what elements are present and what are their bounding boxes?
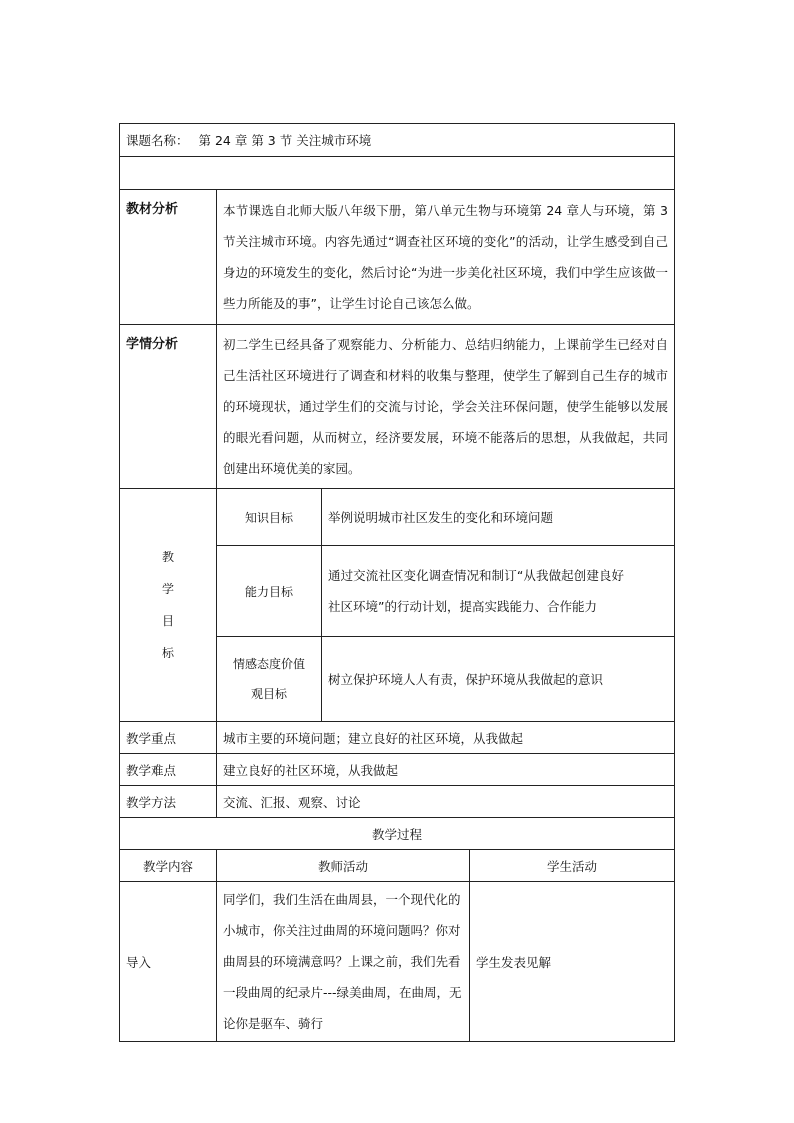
objective-type-emotion [217,637,322,722]
blank-cell [120,157,675,190]
method-label: 教学方法 [120,786,217,818]
process-row-content: 导入 [120,882,217,1042]
process-row-teacher: 同学们，我们生活在曲周县，一个现代化的小城市，你关注过曲周的环境问题吗？你对曲周县的环境满意吗？上课之前，我们先看一段曲周的纪录片---绿美曲周，在曲周，无论你是驱车、骑行 [217,882,470,1042]
objectives-label-char: 标 [161,646,174,660]
textbook-analysis-label: 教材分析 [120,190,217,325]
method-row [120,786,675,818]
objective-type-emotion-line2: 观目标 [250,687,287,701]
difficulty-row [120,754,675,786]
objective-type-emotion-line1: 情感态度价值 [232,657,305,671]
course-name: 第 24 章 第 3 节 关注城市环境 [198,133,372,148]
key-point-text: 城市主要的环境问题；建立良好的社区环境，从我做起 [217,722,675,754]
student-analysis-label: 学情分析 [120,325,217,489]
objectives-label-char: 学 [161,582,174,596]
difficulty-label: 教学难点 [120,754,217,786]
course-title-row [120,124,675,157]
table-row [120,882,675,1042]
objective-type-knowledge: 知识目标 [217,489,322,546]
process-row-student: 学生发表见解 [470,882,675,1042]
objectives-label-char: 教 [161,550,174,564]
objective-content-emotion: 树立保护环境人人有责，保护环境从我做起的意识 [322,637,675,722]
student-analysis-row [120,325,675,489]
course-title-cell [120,124,675,157]
process-col-content: 教学内容 [120,850,217,882]
process-header-row [120,850,675,882]
key-point-row [120,722,675,754]
objective-type-ability: 能力目标 [217,546,322,637]
lesson-plan-table [119,123,675,1042]
key-point-label: 教学重点 [120,722,217,754]
process-col-teacher: 教师活动 [217,850,470,882]
process-title: 教学过程 [120,818,675,850]
lesson-plan-document [119,123,674,1042]
blank-row [120,157,675,190]
method-text: 交流、汇报、观察、讨论 [217,786,675,818]
process-title-row [120,818,675,850]
difficulty-text: 建立良好的社区环境，从我做起 [217,754,675,786]
objective-row-knowledge [120,489,675,546]
student-analysis-text: 初二学生已经具备了观察能力、分析能力、总结归纳能力，上课前学生已经对自己生活社区环境进行了调查和材料的收集与整理，使学生了解到自己生存的城市的环境现状，通过学生们的交流与讨论，学会关注环保问题，使学生能够以发展的眼光看问题，从而树立，经济要发展，环境不能落后的思想，从我做起，共同创建出环境优美的家园。 [217,325,675,489]
course-label: 课题名称： [126,133,189,148]
textbook-analysis-text: 本节课选自北师大版八年级下册，第八单元生物与环境第 24 章人与环境，第 3 节关注城市环境。内容先通过“调查社区环境的变化”的活动，让学生感受到自己身边的环境发生的变化，然后讨论“为进一步美化社区环境，我们中学生应该做一些力所能及的事”，让学生讨论自己该怎么做。 [217,190,675,325]
objective-content-ability: 通过交流社区变化调查情况和制订“从我做起创建良好社区环境”的行动计划，提高实践能力、合作能力 [322,546,675,637]
objectives-label-char: 目 [161,614,174,628]
textbook-analysis-row [120,190,675,325]
process-col-student: 学生活动 [470,850,675,882]
objective-content-knowledge: 举例说明城市社区发生的变化和环境问题 [322,489,675,546]
objectives-label [120,489,217,722]
